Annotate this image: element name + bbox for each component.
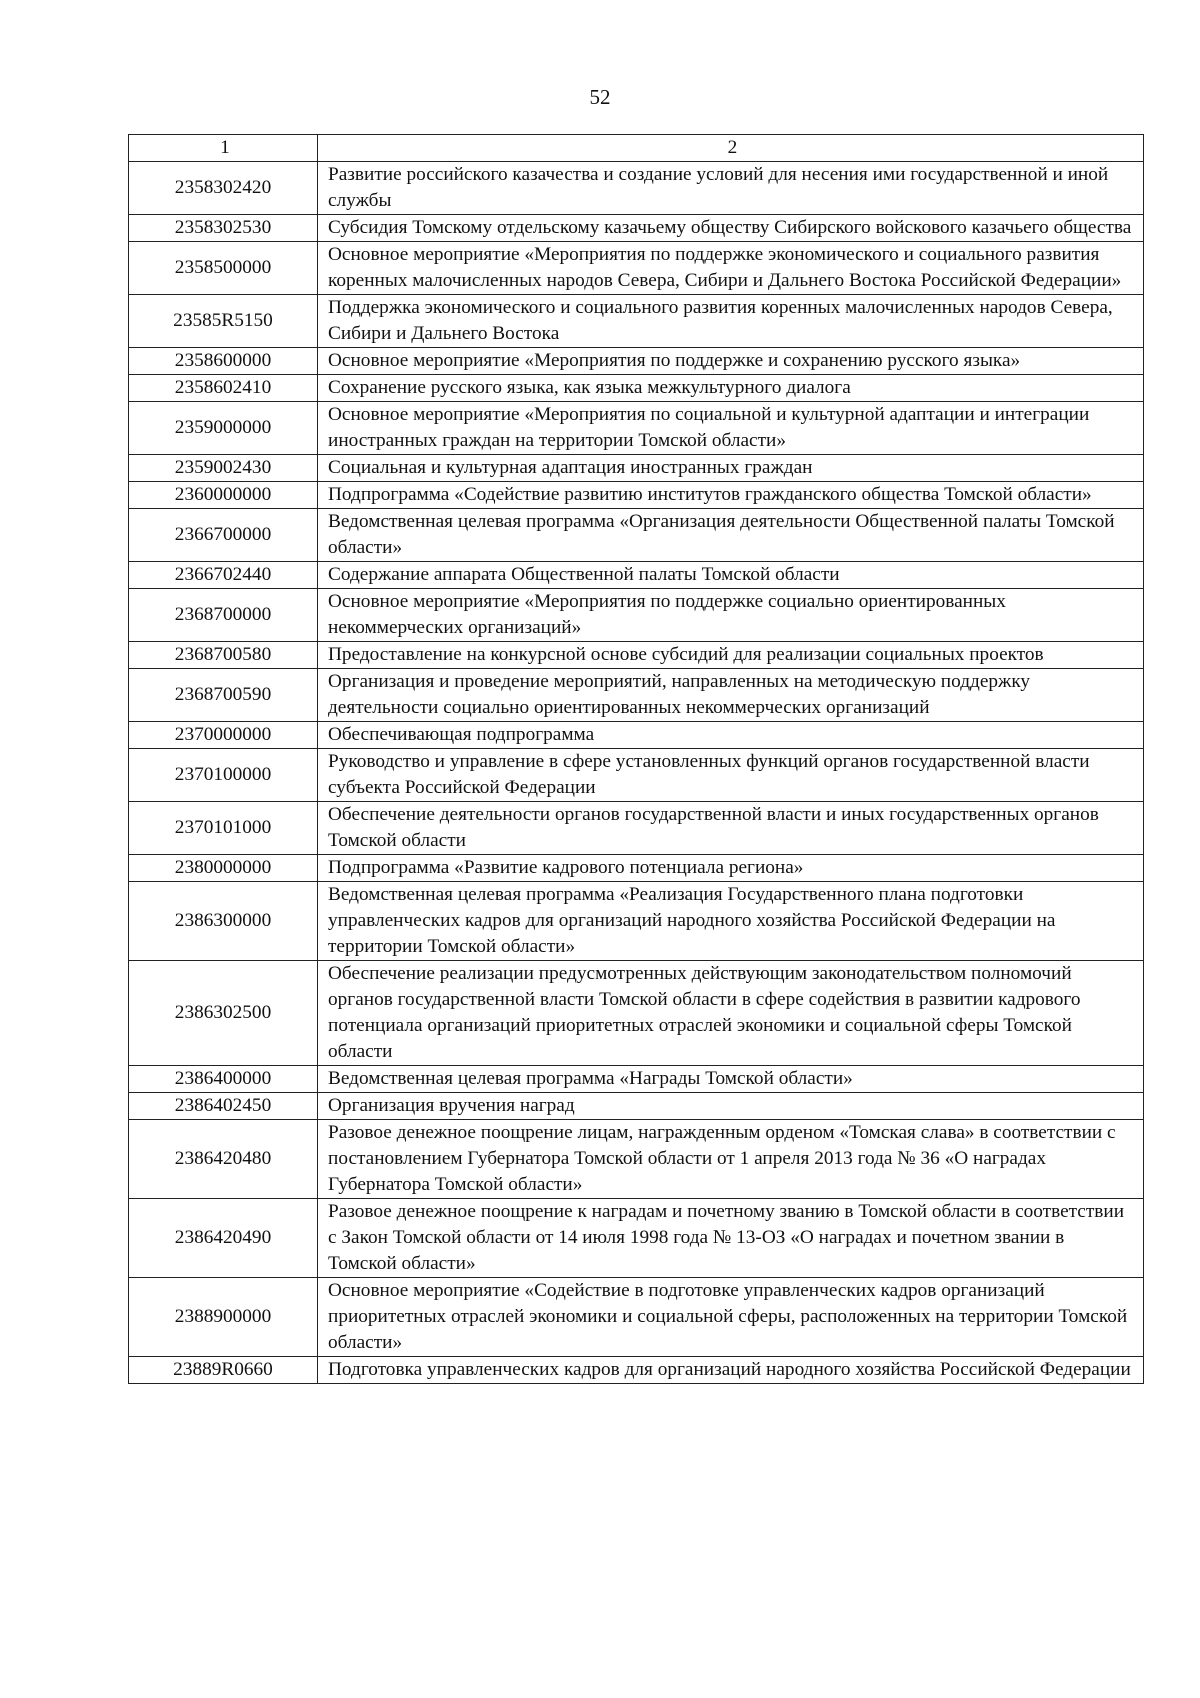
table-row <box>129 295 1144 348</box>
row-name: Обеспечивающая подпрограмма <box>318 722 1144 749</box>
column-header-code: 1 <box>129 135 318 162</box>
row-name: Социальная и культурная адаптация иностранных граждан <box>318 455 1144 482</box>
row-code: 2386402450 <box>129 1093 318 1120</box>
row-code: 2370101000 <box>129 802 318 855</box>
row-name: Разовое денежное поощрение лицам, награжденным орденом «Томская слава» в соответствии с постановлением Губернатора Томской области от 1 апреля 2013 года № 36 «О наградах Губернатора Томской области» <box>318 1120 1144 1199</box>
table-row <box>129 1357 1144 1384</box>
table-row <box>129 1120 1144 1199</box>
table-row <box>129 162 1144 215</box>
row-code: 2366702440 <box>129 562 318 589</box>
row-name: Обеспечение реализации предусмотренных действующим законодательством полномочий органов государственной власти Томской области в сфере содействия в развитии кадрового потенциала организаций приоритетных отраслей экономики и социальной сферы Томской области <box>318 961 1144 1066</box>
table-row <box>129 669 1144 722</box>
row-code: 2386420480 <box>129 1120 318 1199</box>
row-code: 2359000000 <box>129 402 318 455</box>
table-row <box>129 1093 1144 1120</box>
table-row <box>129 482 1144 509</box>
row-name: Субсидия Томскому отдельскому казачьему обществу Сибирского войскового казачьего общества <box>318 215 1144 242</box>
table-row <box>129 1066 1144 1093</box>
row-code: 2358602410 <box>129 375 318 402</box>
row-code: 2368700000 <box>129 589 318 642</box>
row-name: Предоставление на конкурсной основе субсидий для реализации социальных проектов <box>318 642 1144 669</box>
row-code: 2380000000 <box>129 855 318 882</box>
row-name: Ведомственная целевая программа «Награды Томской области» <box>318 1066 1144 1093</box>
table-row <box>129 1199 1144 1278</box>
row-code: 23889R0660 <box>129 1357 318 1384</box>
row-code: 2368700580 <box>129 642 318 669</box>
table-row <box>129 402 1144 455</box>
row-code: 2358600000 <box>129 348 318 375</box>
row-name: Развитие российского казачества и создание условий для несения ими государственной и иной службы <box>318 162 1144 215</box>
row-code: 2358302530 <box>129 215 318 242</box>
table-row <box>129 802 1144 855</box>
table-row <box>129 242 1144 295</box>
row-code: 2386302500 <box>129 961 318 1066</box>
header-row <box>129 135 1144 162</box>
row-name: Обеспечение деятельности органов государственной власти и иных государственных органов Томской области <box>318 802 1144 855</box>
row-name: Ведомственная целевая программа «Организация деятельности Общественной палаты Томской области» <box>318 509 1144 562</box>
row-code: 2370000000 <box>129 722 318 749</box>
row-name: Основное мероприятие «Мероприятия по социальной и культурной адаптации и интеграции иностранных граждан на территории Томской области» <box>318 402 1144 455</box>
row-code: 2368700590 <box>129 669 318 722</box>
row-name: Подпрограмма «Содействие развитию институтов гражданского общества Томской области» <box>318 482 1144 509</box>
row-code: 2359002430 <box>129 455 318 482</box>
row-code: 2386420490 <box>129 1199 318 1278</box>
table-row <box>129 882 1144 961</box>
table-row <box>129 749 1144 802</box>
row-name: Разовое денежное поощрение к наградам и почетному званию в Томской области в соответствии с Закон Томской области от 14 июля 1998 года № 13-ОЗ «О наградах и почетном звании в Томской области» <box>318 1199 1144 1278</box>
table-row <box>129 961 1144 1066</box>
table-row <box>129 562 1144 589</box>
column-header-name: 2 <box>318 135 1144 162</box>
row-name: Основное мероприятие «Мероприятия по поддержке экономического и социального развития коренных малочисленных народов Севера, Сибири и Дальнего Востока Российской Федерации» <box>318 242 1144 295</box>
row-name: Основное мероприятие «Мероприятия по поддержке социально ориентированных некоммерческих организаций» <box>318 589 1144 642</box>
table-row <box>129 1278 1144 1357</box>
table-row <box>129 375 1144 402</box>
table-row <box>129 855 1144 882</box>
row-name: Организация вручения наград <box>318 1093 1144 1120</box>
row-code: 2358500000 <box>129 242 318 295</box>
row-name: Основное мероприятие «Мероприятия по поддержке и сохранению русского языка» <box>318 348 1144 375</box>
row-code: 2386400000 <box>129 1066 318 1093</box>
row-code: 23585R5150 <box>129 295 318 348</box>
row-code: 2360000000 <box>129 482 318 509</box>
row-name: Организация и проведение мероприятий, направленных на методическую поддержку деятельности социально ориентированных некоммерческих организаций <box>318 669 1144 722</box>
row-code: 2370100000 <box>129 749 318 802</box>
row-code: 2358302420 <box>129 162 318 215</box>
table-header <box>129 135 1144 162</box>
row-code: 2386300000 <box>129 882 318 961</box>
table-row <box>129 215 1144 242</box>
table-body <box>129 162 1144 1384</box>
row-code: 2388900000 <box>129 1278 318 1357</box>
row-name: Содержание аппарата Общественной палаты Томской области <box>318 562 1144 589</box>
row-name: Сохранение русского языка, как языка межкультурного диалога <box>318 375 1144 402</box>
table-row <box>129 348 1144 375</box>
row-name: Подготовка управленческих кадров для организаций народного хозяйства Российской Федерации <box>318 1357 1144 1384</box>
table-row <box>129 509 1144 562</box>
row-code: 2366700000 <box>129 509 318 562</box>
budget-code-table <box>128 134 1144 1384</box>
row-name: Подпрограмма «Развитие кадрового потенциала региона» <box>318 855 1144 882</box>
row-name: Руководство и управление в сфере установленных функций органов государственной власти субъекта Российской Федерации <box>318 749 1144 802</box>
table-row <box>129 589 1144 642</box>
table-row <box>129 455 1144 482</box>
row-name: Основное мероприятие «Содействие в подготовке управленческих кадров организаций приоритетных отраслей экономики и социальной сферы, расположенных на территории Томской области» <box>318 1278 1144 1357</box>
page-number: 52 <box>589 85 611 109</box>
row-name: Ведомственная целевая программа «Реализация Государственного плана подготовки управленческих кадров для организаций народного хозяйства Российской Федерации на территории Томской области» <box>318 882 1144 961</box>
row-name: Поддержка экономического и социального развития коренных малочисленных народов Севера, Сибири и Дальнего Востока <box>318 295 1144 348</box>
table-row <box>129 642 1144 669</box>
table-row <box>129 722 1144 749</box>
